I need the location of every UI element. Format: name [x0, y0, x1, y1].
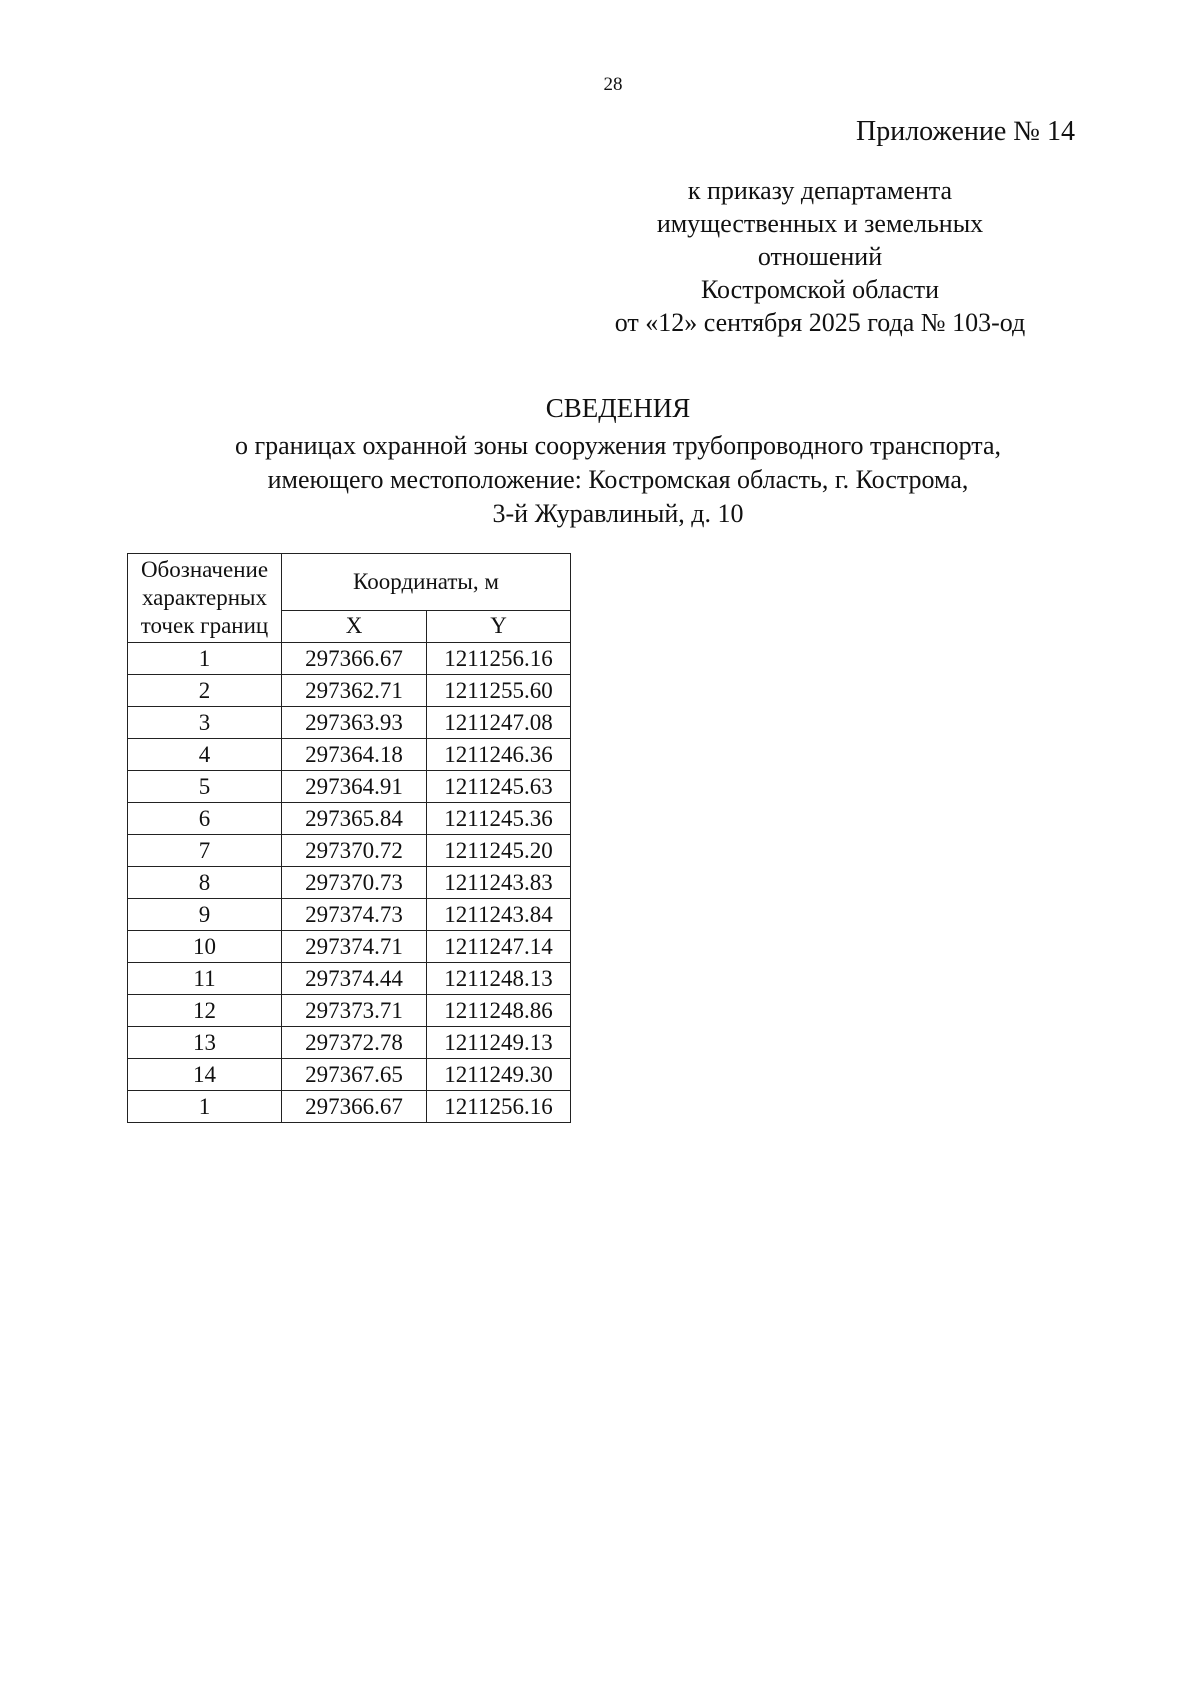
cell-x: 297365.84 [282, 803, 427, 835]
header-point-line: Обозначение [140, 557, 269, 582]
cell-point: 1 [128, 643, 282, 675]
cell-point: 5 [128, 771, 282, 803]
cell-y: 1211256.16 [427, 1091, 571, 1123]
cell-x: 297370.72 [282, 835, 427, 867]
cell-y: 1211256.16 [427, 643, 571, 675]
cell-y: 1211248.86 [427, 995, 571, 1027]
header-y: Y [427, 610, 571, 642]
header-point-line: характерных [141, 585, 267, 610]
cell-y: 1211243.84 [427, 899, 571, 931]
cell-x: 297363.93 [282, 707, 427, 739]
cell-point: 13 [128, 1027, 282, 1059]
cell-y: 1211243.83 [427, 867, 571, 899]
cell-x: 297374.71 [282, 931, 427, 963]
order-reference-line: от «12» сентября 2025 года № 103-од [614, 308, 1026, 337]
order-reference-line: Костромской области [700, 275, 940, 304]
table-row [128, 1091, 571, 1123]
appendix-label: Приложение № 14 [856, 116, 1075, 147]
table-row [128, 995, 571, 1027]
subtitle-line: о границах охранной зоны сооружения трубопроводного транспорта, [234, 431, 1002, 460]
cell-x: 297374.44 [282, 963, 427, 995]
cell-x: 297366.67 [282, 643, 427, 675]
order-reference-line: отношений [757, 242, 883, 271]
coordinates-table-body [128, 643, 571, 1123]
cell-point: 10 [128, 931, 282, 963]
document-subtitle [0, 429, 1200, 531]
table-row [128, 1059, 571, 1091]
header-x: X [282, 610, 427, 642]
table-row [128, 931, 571, 963]
cell-point: 3 [128, 707, 282, 739]
table-row [128, 739, 571, 771]
cell-x: 297367.65 [282, 1059, 427, 1091]
cell-x: 297373.71 [282, 995, 427, 1027]
cell-y: 1211247.08 [427, 707, 571, 739]
document-title: СВЕДЕНИЯ [545, 393, 691, 423]
table-row [128, 643, 571, 675]
table-row [128, 867, 571, 899]
cell-point: 9 [128, 899, 282, 931]
coordinates-table [127, 553, 571, 1123]
cell-point: 6 [128, 803, 282, 835]
subtitle-line: 3-й Журавлиный, д. 10 [492, 499, 744, 528]
cell-x: 297372.78 [282, 1027, 427, 1059]
cell-y: 1211245.63 [427, 771, 571, 803]
cell-point: 2 [128, 675, 282, 707]
table-row [128, 835, 571, 867]
cell-point: 4 [128, 739, 282, 771]
cell-y: 1211255.60 [427, 675, 571, 707]
table-row [128, 771, 571, 803]
cell-y: 1211249.30 [427, 1059, 571, 1091]
cell-x: 297364.91 [282, 771, 427, 803]
table-row [128, 899, 571, 931]
order-reference-line: имущественных и земельных [656, 209, 984, 238]
cell-y: 1211248.13 [427, 963, 571, 995]
cell-point: 7 [128, 835, 282, 867]
cell-y: 1211246.36 [427, 739, 571, 771]
cell-y: 1211249.13 [427, 1027, 571, 1059]
header-point-designation [128, 554, 282, 643]
cell-x: 297374.73 [282, 899, 427, 931]
table-row [128, 707, 571, 739]
cell-x: 297366.67 [282, 1091, 427, 1123]
table-row [128, 1027, 571, 1059]
page-number: 28 [603, 74, 623, 95]
cell-point: 14 [128, 1059, 282, 1091]
cell-x: 297362.71 [282, 675, 427, 707]
cell-point: 12 [128, 995, 282, 1027]
subtitle-line: имеющего местоположение: Костромская область, г. Кострома, [267, 465, 969, 494]
order-reference [560, 174, 1080, 339]
table-row [128, 803, 571, 835]
cell-x: 297370.73 [282, 867, 427, 899]
table-row [128, 963, 571, 995]
header-point-line: точек границ [140, 613, 269, 638]
cell-point: 11 [128, 963, 282, 995]
table-row [128, 675, 571, 707]
cell-x: 297364.18 [282, 739, 427, 771]
cell-y: 1211245.36 [427, 803, 571, 835]
order-reference-line: к приказу департамента [687, 176, 953, 205]
cell-point: 1 [128, 1091, 282, 1123]
cell-y: 1211247.14 [427, 931, 571, 963]
cell-y: 1211245.20 [427, 835, 571, 867]
header-coordinates: Координаты, м [282, 554, 571, 611]
cell-point: 8 [128, 867, 282, 899]
